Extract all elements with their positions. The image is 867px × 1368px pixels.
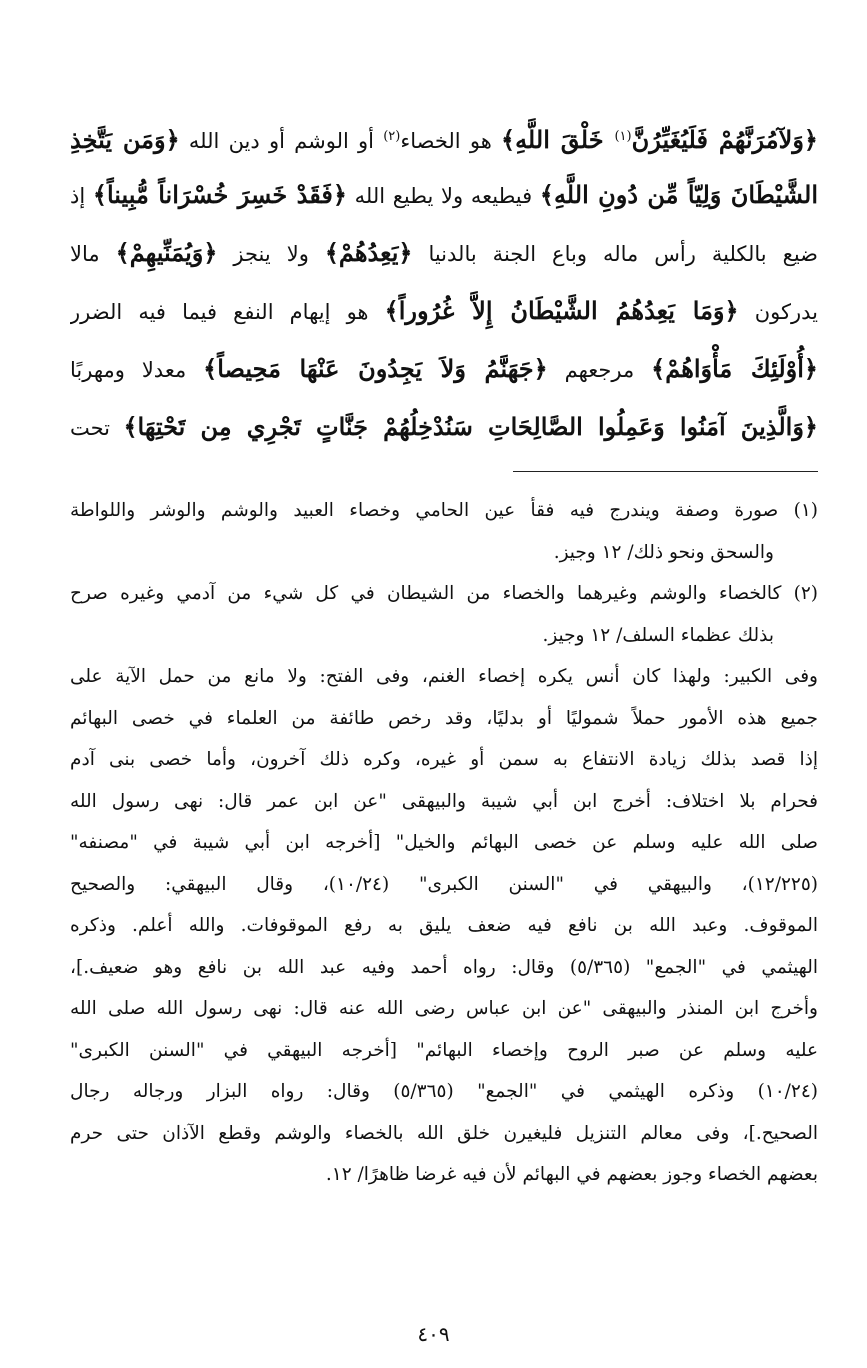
footnote-number: (٢) (793, 583, 818, 604)
commentary: مرجعهم (547, 358, 652, 382)
commentary: يدركون (738, 300, 818, 324)
quran-verse: الشَّيْطَانَ وَلِيّاً مِّن دُونِ اللَّهِ﴾ (539, 180, 818, 209)
footnotes (70, 490, 818, 1196)
footnote-text: صورة وصفة ويندرج فيه فقأ عين الحامي وخصاء العبيد والوشم والوشر واللواطة (70, 500, 779, 521)
commentary: إذ (70, 184, 93, 208)
commentary-line: وفى الكبير: ولهذا كان أنس يكره إخصاء الغنم، وفى الفتح: ولا مانع من حمل الآية على (70, 666, 818, 687)
commentary: هو إيهام النفع فيما فيه الضرر (70, 300, 385, 324)
main-line (70, 398, 818, 456)
commentary-line: (١٠/٢٤) وذكره الهيثمي في "الجمع" (٥/٣٦٥) وقال: رواه البزار ورجاله رجال (70, 1081, 818, 1102)
quran-verse: ﴿وَمَا يَعِدُهُمُ الشَّيْطَانُ إِلاَّ غُرُوراً﴾ (384, 296, 739, 325)
page-number: ٤٠٩ (417, 1322, 450, 1346)
commentary: معدلا ومهربًا (70, 358, 204, 382)
footnote-1-continuation: والسحق ونحو ذلك/ ١٢ وجيز. (553, 541, 774, 563)
commentary-line: فحرام بلا اختلاف: أخرج ابن أبي شيبة والبيهقى "عن ابن عمر قال: نهى رسول الله (70, 790, 818, 812)
footnote-text: كالخصاء والوشم وغيرهما والخصاء من الشيطان في كل شيء من آدمي وغيره صرح (70, 583, 782, 604)
commentary-line: الموقوف. وعبد الله بن نافع فيه ضعف يليق به رفع الموقوفات. والله أعلم. وذكره (70, 915, 818, 936)
commentary: مالا (70, 242, 116, 266)
commentary-line: الهيثمي في "الجمع" (٥/٣٦٥) وقال: رواه أحمد وفيه عبد الله بن نافع وهو ضعيف.]، (70, 956, 818, 978)
footnote-1 (70, 490, 818, 532)
commentary-line: جميع هذه الأمور حملاً شموليًا أو بدليًا، وقد رخص طائفة من العلماء في خصى البهائم (70, 707, 818, 729)
commentary-line: عليه وسلم عن صبر الروح وإخصاء البهائم" [أخرجه البيهقي في "السنن الكبرى" (70, 1039, 818, 1061)
footnote-marker: (١) (614, 129, 632, 144)
main-line (70, 224, 818, 282)
commentary: ولا ينجز (217, 242, 325, 266)
commentary-line: إذا قصد بذلك زيادة الانتفاع به سمن أو غيره، وكره ذلك آخرون، وأما خصى بنى آدم (70, 749, 818, 770)
commentary: أو الوشم أو دين الله (179, 129, 384, 153)
quran-verse: ﴿وَمَن يَتَّخِذِ (70, 125, 180, 154)
quran-verse: ﴿فَقَدْ خَسِرَ خُسْرَاناً مُّبِيناً﴾ (92, 180, 347, 209)
main-line (70, 108, 818, 166)
commentary: فيطيعه ولا يطيع الله (346, 184, 540, 208)
commentary-line: وأخرج ابن المنذر والبيهقى "عن ابن عباس رضى الله عنه قال: نهى رسول الله صلى الله (70, 998, 818, 1019)
quran-verse: خَلْقَ اللَّهِ﴾ (501, 125, 615, 154)
commentary-line: (١٢/٢٢٥)، والبيهقي في "السنن الكبرى" (١٠/٢٤)، وقال البيهقي: والصحيح (70, 873, 818, 895)
footnote-marker: (٢) (383, 129, 401, 144)
quran-verse: ﴿وَالَّذِينَ آمَنُوا وَعَمِلُوا الصَّالِحَاتِ سَنُدْخِلُهُمْ جَنَّاتٍ تَجْرِي مِن تَحْتِهَا﴾ (123, 412, 818, 441)
commentary: تحت (70, 416, 124, 440)
quran-verse: ﴿يَعِدُهُمْ﴾ (324, 238, 413, 267)
commentary: ضيع بالكلية رأس ماله وباع الجنة بالدنيا (412, 242, 818, 266)
quran-verse: ﴿أُوْلَئِكَ مَأْوَاهُمْ﴾ (651, 354, 818, 383)
main-text (70, 108, 818, 456)
footnote-2 (70, 573, 818, 615)
footnote-number: (١) (793, 500, 818, 521)
main-line (70, 340, 818, 398)
commentary-line: الصحيح.]، وفى معالم التنزيل فليغيرن خلق الله بالخصاء والوشم وقطع الآذان حتى حرم (70, 1122, 818, 1144)
main-line (70, 282, 818, 340)
quran-verse: ﴿وَيُمَنِّيهِمْ﴾ (115, 238, 218, 267)
footnote-2-continuation: بذلك عظماء السلف/ ١٢ وجيز. (542, 624, 774, 646)
main-line (70, 166, 818, 224)
quran-verse: ﴿جَهَنَّمُ وَلاَ يَجِدُونَ عَنْهَا مَحِيصاً﴾ (203, 354, 548, 383)
quran-verse: ﴿وَلآمُرَنَّهُمْ فَلَيُغَيِّرُنَّ (631, 125, 818, 154)
commentary-line-last: بعضهم الخصاء وجوز بعضهم في البهائم لأن فيه غرضا ظاهرًا/ ١٢. (325, 1164, 818, 1185)
commentary-line: صلى الله عليه وسلم عن خصى البهائم والخيل" [أخرجه ابن أبي شيبة في "مصنفه" (70, 832, 818, 853)
footnote-separator (513, 471, 818, 472)
commentary: هو الخصاء (400, 129, 501, 153)
